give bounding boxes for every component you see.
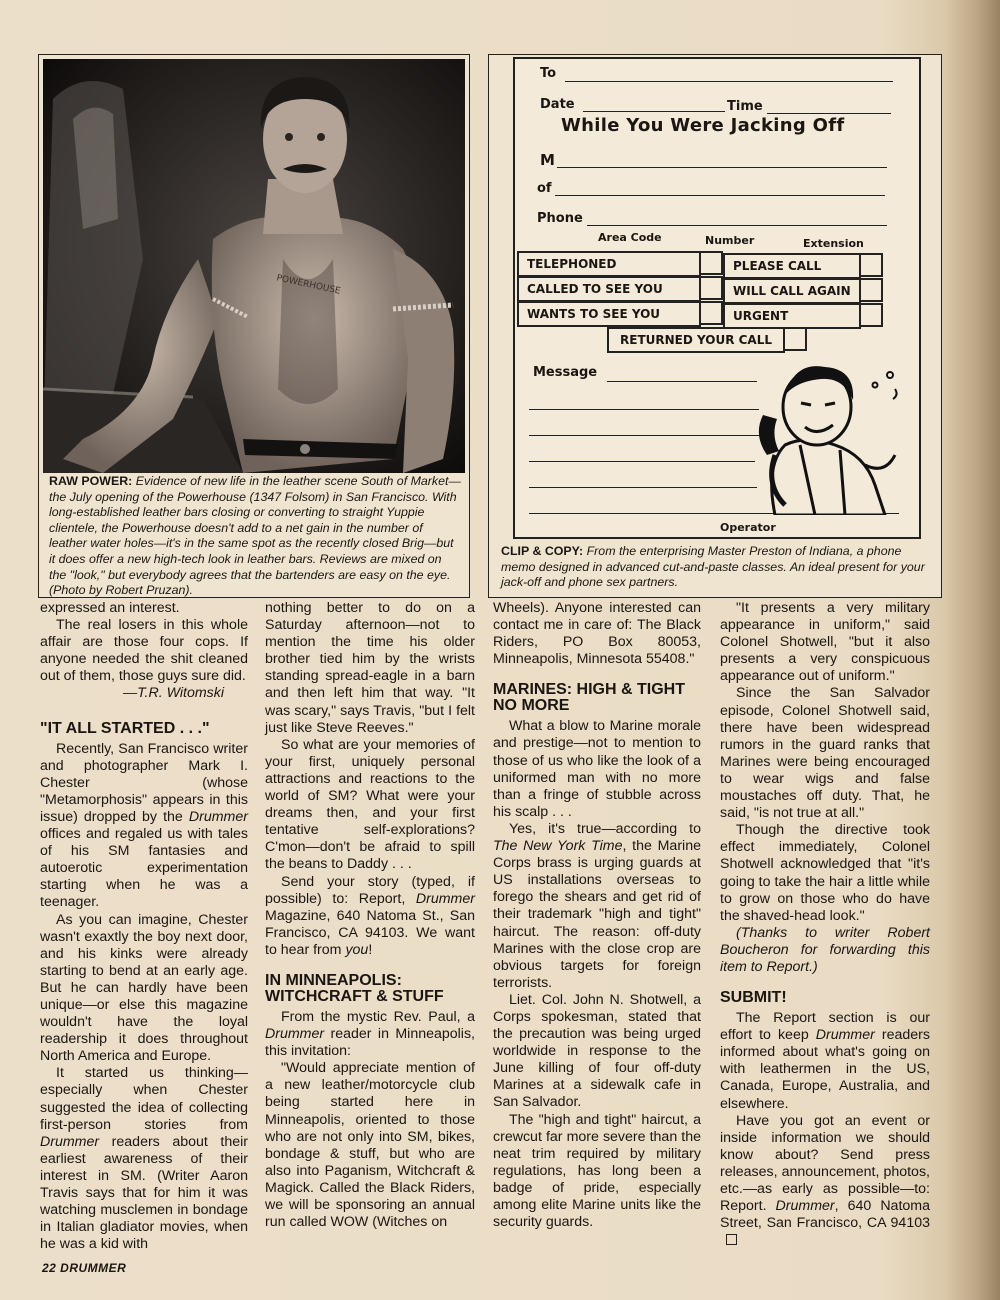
- photo-box: [38, 54, 470, 598]
- column-1: [40, 600, 248, 1253]
- photo-caption-text: Evidence of new life in the leather scene South of Market—the July opening of the Powerhouse (1347 Folsom) in San Francisco. With long-established leather bars closing or converting to straight Yuppie clientele, the Powerhouse doesn't add to a net gain in the number of leather water holes—it's in the same spot as the recently closed Brig—but it does offer a new high-tech look in leather bars. Reviews are mixed on the "look," but everybody agrees that the bartenders are easy on the eye. (Photo by Robert Pruzan).: [49, 474, 461, 598]
- col3-para-2: What a blow to Marine morale and prestige—not to mention to those of us who like the look of a uniformed man with no more than a fringe of stubble across his scalp . . .: [493, 718, 701, 820]
- col1-p3-c: offices and regaled us with tales of his SM fantasies and autoerotic experimentation starting when he was a teenager.: [40, 826, 248, 911]
- memo-caption: [501, 544, 929, 591]
- col2-p3-c: Magazine, 640 Natoma St., San Francisco, CA 94103. We want to hear from: [265, 907, 475, 958]
- message-line-5: [529, 487, 757, 488]
- page-footer: 22 DRUMMER: [42, 1261, 127, 1275]
- cartoon-man-on-phone: [745, 355, 905, 515]
- message-line-3: [529, 435, 761, 436]
- col3-para-3: [493, 821, 701, 992]
- memo-to-label: To: [540, 66, 557, 81]
- memo-message-label: Message: [533, 365, 598, 380]
- col3-p3-c: , the Marine Corps brass is urging guards at US installations overseas to forego the shears and get rid of their trademark "high and tight" haircut. The reason: off-duty Marines with the close crop are obvious targets for foreign terrorists.: [493, 838, 701, 991]
- col4-p5-c: readers informed about what's going on with leathermen in the US, Canada, Europe, Australia, and elsewhere.: [720, 1027, 931, 1112]
- col3-para-5: The "high and tight" haircut, a crewcut far more severe than the neat trim required by military regulations, has long been a badge of pride, especially among elite Marine units like the security guards.: [493, 1111, 701, 1231]
- memo-operator-label: Operator: [720, 521, 776, 534]
- memo-number: Number: [705, 234, 755, 247]
- message-line-2: [529, 409, 759, 410]
- col1-p5-b: Drummer: [40, 1133, 100, 1150]
- message-line-4: [529, 461, 755, 462]
- memo-m-label: M: [540, 151, 555, 169]
- memo-time-label: Time: [727, 99, 763, 114]
- col2-p4-a: From the mystic Rev. Paul, a: [281, 1008, 475, 1025]
- column-4: [720, 600, 930, 1249]
- phone-memo: [513, 57, 921, 539]
- box-wants-to-see: [699, 301, 723, 325]
- col4-para-6: [720, 1113, 930, 1250]
- col4-p6-a: Have you got an event or inside information we should know about? Send press releases, announcement, photos, etc.—as early as possible—to: Report.: [720, 1112, 930, 1215]
- col4-heading: SUBMIT!: [720, 989, 787, 1007]
- col1-signature: —T.R. Witomski: [122, 685, 224, 702]
- col1-para-1: expressed an interest.: [40, 600, 180, 616]
- box-returned-call: [783, 327, 807, 351]
- col1-para-4: As you can imagine, Chester wasn't exaxtly the boy next door, and his kinks were already starting to bend at an early age. But he can hardly have been unique—or else this magazine wouldn't have the loyal readership it does throughout North America and Europe.: [40, 911, 248, 1065]
- photo-caption: [49, 474, 461, 599]
- box-urgent: [859, 303, 883, 327]
- checkbox-returned-call: RETURNED YOUR CALL: [607, 327, 785, 353]
- col2-p3-a: Send your story (typed, if possible) to: Report,: [265, 873, 475, 907]
- col2-p3-e: !: [368, 941, 373, 958]
- tattoo-text: POWERHOUSE: [275, 273, 342, 297]
- col4-para-5: [720, 1010, 930, 1113]
- col3-p3-a: Yes, it's true—according to: [509, 820, 701, 837]
- col3-para-1: Wheels). Anyone interested can contact me in care of: The Black Riders, PO Box 80053, Minneapolis, Minnesota 55408.": [493, 600, 701, 668]
- checkbox-please-call: PLEASE CALL: [723, 253, 861, 279]
- checkbox-called-to-see: CALLED TO SEE YOU: [517, 276, 701, 302]
- memo-caption-text: From the enterprising Master Preston of Indiana, a phone memo designed in advanced cut-and-paste classes. An ideal present for your jack-off and phone sex partners.: [501, 544, 925, 590]
- memo-date-line: [583, 111, 725, 112]
- memo-m-line: [557, 167, 887, 168]
- col1-p3-b: Drummer: [188, 808, 248, 825]
- col2-p3-d: you: [345, 941, 369, 958]
- column-2: [265, 600, 475, 1231]
- col1-p3-a: Recently, San Francisco writer and photographer Mark I. Chester (whose "Metamorphosis" appears in this issue) dropped by the: [40, 740, 248, 825]
- box-will-call-again: [859, 278, 883, 302]
- memo-caption-label: CLIP & COPY:: [501, 544, 584, 558]
- col2-para-3: [265, 874, 475, 959]
- memo-phone-line: [587, 225, 887, 226]
- col2-para-1: nothing better to do on a Saturday afternoon—not to mention the time his older brother tied him by the wrists standing spread-eagle in a barn and then left him that way. "It was scary," says Travis, "but I felt just like Steve Reeves.": [265, 600, 475, 736]
- checkbox-telephoned: TELEPHONED: [517, 251, 701, 277]
- photo-bartender: [43, 59, 465, 473]
- memo-time-line: [767, 113, 891, 114]
- col4-p6-c: , 640 Natoma Street, San Francisco, CA 94103: [720, 1198, 930, 1232]
- memo-area-code: Area Code: [598, 231, 662, 244]
- col3-heading: MARINES: HIGH & TIGHT NO MORE: [493, 681, 685, 715]
- col1-heading: "IT ALL STARTED . . .": [40, 719, 210, 737]
- col4-para-3: Though the directive took effect immediately, Colonel Shotwell acknowledged that "it's going to take the hair a little while to grow on those who do have the shaved-head look.": [720, 822, 930, 924]
- col4-para-1: "It presents a very military appearance in uniform," said Colonel Shotwell, "but it also presents a very conspicuous appearance out of uniform.": [720, 600, 930, 685]
- end-mark: [726, 1234, 737, 1245]
- column-3: [493, 600, 701, 1231]
- col1-para-2: The real losers in this whole affair are those four cops. If anyone needed the shit cleaned out of them, those guys sure did.: [40, 617, 248, 685]
- checkbox-will-call-again: WILL CALL AGAIN: [723, 278, 861, 304]
- col4-para-4: (Thanks to writer Robert Boucheron for forwarding this item to Report.): [720, 924, 930, 975]
- col2-p4-b: Drummer: [265, 1026, 325, 1043]
- col4-p5-b: Drummer: [815, 1027, 875, 1044]
- col4-para-2: Since the San Salvador episode, Colonel Shotwell said, there have been widespread rumors in the guard ranks that Marines were being encouraged to wear wigs and false moustaches off duty. That, he said, "is not true at all.": [720, 685, 930, 822]
- col3-para-4: Liet. Col. John N. Shotwell, a Corps spokesman, stated that the precaution was being urged worldwide in response to the June killing of four off-duty Marines at a sidewalk cafe in San Salvador.: [493, 991, 701, 1111]
- col3-p3-b: The New York Time: [493, 838, 623, 855]
- col2-para-4: [265, 1009, 475, 1060]
- memo-title: While You Were Jacking Off: [561, 115, 845, 136]
- col2-para-2: So what are your memories of your first, uniquely personal attractions and reactions to the world of SM? What were your dreams then, and your first tentative self-explorations? C'mon—don't be afraid to spill the beans to Daddy . . .: [265, 736, 475, 873]
- memo-phone-label: Phone: [537, 211, 583, 226]
- col2-heading: IN MINNEAPOLIS: WITCHCRAFT & STUFF: [265, 971, 444, 1005]
- memo-box: [488, 54, 942, 598]
- memo-to-line: [565, 81, 893, 82]
- col1-p5-a: It started us thinking—especially when Chester suggested the idea of collecting first-person stories from: [40, 1065, 248, 1133]
- col1-para-3: [40, 741, 248, 912]
- col2-p3-b: Drummer: [415, 890, 475, 907]
- col2-p4-c: reader in Minneapolis, this invitation:: [265, 1026, 475, 1060]
- col2-para-5: "Would appreciate mention of a new leather/motorcycle club being started here in Minneapolis, oriented to those who are not only into SM, bikes, bondage & stuff, but who are also into Paganism, Witchcraft & Magick. Called the Black Riders, we will be sponsoring an annual run called WOW (Witches on: [265, 1060, 475, 1231]
- memo-of-label: of: [537, 181, 552, 196]
- memo-date-label: Date: [540, 97, 575, 112]
- col1-para-5: [40, 1065, 248, 1253]
- memo-of-line: [555, 195, 885, 196]
- checkbox-urgent: URGENT: [723, 303, 861, 329]
- box-please-call: [859, 253, 883, 277]
- box-telephoned: [699, 251, 723, 275]
- message-line-1: [607, 381, 757, 382]
- binding-shadow: [945, 0, 1000, 1300]
- box-called-to-see: [699, 276, 723, 300]
- col4-p5-a: The Report section is our effort to keep: [720, 1010, 930, 1044]
- checkbox-wants-to-see: WANTS TO SEE YOU: [517, 301, 701, 327]
- memo-extension: Extension: [803, 237, 864, 250]
- col4-p6-b: Drummer: [775, 1198, 835, 1215]
- col1-p5-c: readers about their earliest awareness of their interest in SM. (Writer Aaron Travis says that for him it was watching musclemen in bondage in Italian gladiator movies, when he was a kid with: [40, 1133, 248, 1253]
- photo-caption-label: RAW POWER:: [49, 474, 133, 488]
